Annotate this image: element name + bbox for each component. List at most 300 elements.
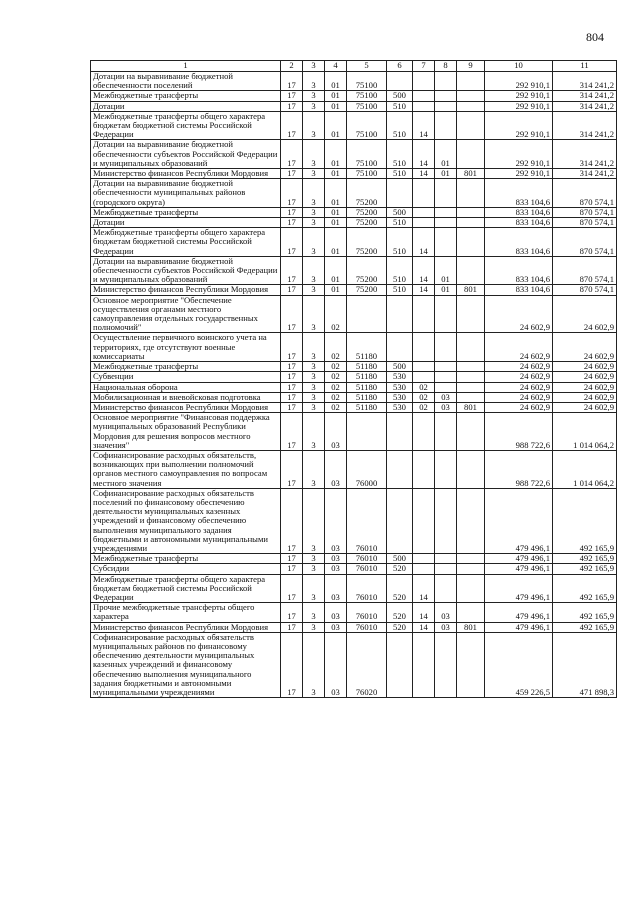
table-cell: 01 [435,285,457,295]
table-cell: 833 104,6 [485,285,553,295]
table-cell [457,140,485,169]
table-cell [435,91,457,101]
table-cell: 292 910,1 [485,169,553,179]
table-cell: 3 [303,450,325,488]
table-cell [413,372,435,382]
table-cell [387,632,413,697]
row-name-cell: Национальная оборона [91,382,281,392]
table-cell: 01 [325,72,347,91]
table-row [91,228,617,257]
table-row [91,574,617,603]
table-cell: 02 [325,392,347,402]
table-cell: 3 [303,91,325,101]
table-cell [457,632,485,697]
row-name-cell: Дотации [91,218,281,228]
table-cell: 01 [435,169,457,179]
table-cell: 314 241,2 [553,101,617,111]
table-cell [413,101,435,111]
table-cell: 03 [435,392,457,402]
table-cell: 314 241,2 [553,140,617,169]
row-name-cell: Министерство финансов Республики Мордовия [91,622,281,632]
table-cell: 02 [413,392,435,402]
table-cell [387,450,413,488]
table-cell: 75100 [347,169,387,179]
table-cell: 520 [387,622,413,632]
table-cell [457,333,485,362]
table-cell: 3 [303,140,325,169]
table-cell: 492 165,9 [553,554,617,564]
table-cell: 870 574,1 [553,228,617,257]
table-cell: 24 602,9 [553,382,617,392]
table-cell: 03 [325,564,347,574]
table-row [91,392,617,402]
table-cell: 02 [325,382,347,392]
table-cell: 314 241,2 [553,91,617,101]
table-cell: 492 165,9 [553,574,617,603]
table-row [91,256,617,285]
table-row [91,72,617,91]
table-cell: 02 [325,295,347,333]
table-cell: 3 [303,333,325,362]
row-name-cell: Прочие межбюджетные трансферты общего характера [91,603,281,622]
table-cell: 75200 [347,228,387,257]
table-row [91,91,617,101]
table-cell: 292 910,1 [485,91,553,101]
table-header-row [91,61,617,72]
table-cell: 17 [281,218,303,228]
table-cell: 3 [303,372,325,382]
column-header: 5 [347,61,387,72]
row-name-cell: Основное мероприятие "Финансовая поддержка муниципальных образований Республики Мордовия для решения вопросов местного значения" [91,413,281,451]
table-cell [347,295,387,333]
table-cell: 988 722,6 [485,450,553,488]
table-row [91,413,617,451]
table-cell: 801 [457,169,485,179]
table-cell: 01 [325,101,347,111]
table-cell: 520 [387,564,413,574]
table-cell: 3 [303,382,325,392]
table-cell: 51180 [347,392,387,402]
table-cell: 17 [281,603,303,622]
table-cell [387,72,413,91]
column-header: 6 [387,61,413,72]
table-cell [457,372,485,382]
table-cell: 17 [281,207,303,217]
row-name-cell: Межбюджетные трансферты [91,554,281,564]
table-cell [457,72,485,91]
table-cell: 3 [303,169,325,179]
table-cell: 75100 [347,72,387,91]
table-cell: 02 [413,382,435,392]
table-cell [413,72,435,91]
table-cell: 3 [303,101,325,111]
row-name-cell: Субвенции [91,372,281,382]
table-cell [435,101,457,111]
table-cell: 17 [281,372,303,382]
table-row [91,554,617,564]
table-cell: 479 496,1 [485,554,553,564]
table-cell: 03 [325,450,347,488]
table-row [91,372,617,382]
table-cell: 1 014 064,2 [553,413,617,451]
table-cell [413,179,435,208]
table-cell: 292 910,1 [485,101,553,111]
column-header: 2 [281,61,303,72]
table-cell: 17 [281,488,303,553]
budget-table [90,60,617,698]
table-cell: 14 [413,111,435,140]
table-cell: 02 [413,402,435,412]
table-cell: 17 [281,179,303,208]
row-name-cell: Межбюджетные трансферты общего характера бюджетам бюджетной системы Российской Федерации [91,111,281,140]
table-cell: 3 [303,111,325,140]
table-cell: 02 [325,402,347,412]
table-cell: 530 [387,372,413,382]
table-cell: 51180 [347,372,387,382]
table-cell [435,574,457,603]
table-cell [435,382,457,392]
table-cell: 833 104,6 [485,207,553,217]
table-cell [413,333,435,362]
table-cell: 01 [325,91,347,101]
table-cell: 17 [281,256,303,285]
row-name-cell: Софинансирование расходных обязательств, возникающих при выполнении полномочий органов местного самоуправления по вопросам местного значения [91,450,281,488]
table-cell: 01 [325,256,347,285]
table-cell: 870 574,1 [553,256,617,285]
table-cell: 3 [303,564,325,574]
table-cell: 17 [281,554,303,564]
table-cell: 500 [387,91,413,101]
table-cell: 479 496,1 [485,488,553,553]
table-cell [435,333,457,362]
table-cell: 51180 [347,382,387,392]
table-cell [457,179,485,208]
table-cell: 520 [387,603,413,622]
table-cell [413,91,435,101]
table-cell: 75100 [347,111,387,140]
table-cell: 03 [325,622,347,632]
table-cell: 3 [303,392,325,402]
table-cell: 3 [303,554,325,564]
table-cell [457,574,485,603]
table-cell [413,564,435,574]
row-name-cell: Министерство финансов Республики Мордовия [91,285,281,295]
column-header: 11 [553,61,617,72]
table-cell [387,179,413,208]
table-cell: 17 [281,333,303,362]
table-cell: 51180 [347,333,387,362]
table-cell: 500 [387,362,413,372]
table-cell: 3 [303,218,325,228]
table-cell: 801 [457,622,485,632]
row-name-cell: Софинансирование расходных обязательств муниципальных районов по финансовому обеспечению деятельности муниципальных казенных учреждений и финансовому обеспечению выполнения муниципального задания бюджетными и автономными муниципальными учреждениями [91,632,281,697]
table-cell: 51180 [347,362,387,372]
table-cell: 3 [303,295,325,333]
row-name-cell: Межбюджетные трансферты общего характера бюджетам бюджетной системы Российской Федерации [91,228,281,257]
table-cell: 479 496,1 [485,622,553,632]
table-cell: 17 [281,392,303,402]
table-cell [457,228,485,257]
table-cell: 3 [303,179,325,208]
table-cell: 3 [303,488,325,553]
table-cell: 75100 [347,91,387,101]
table-row [91,207,617,217]
table-cell: 24 602,9 [485,392,553,402]
table-cell: 51180 [347,402,387,412]
table-cell [413,554,435,564]
table-cell: 02 [325,333,347,362]
row-name-cell: Министерство финансов Республики Мордовия [91,169,281,179]
table-row [91,285,617,295]
table-cell: 24 602,9 [553,392,617,402]
table-row [91,218,617,228]
table-cell: 833 104,6 [485,179,553,208]
table-cell [387,295,413,333]
table-cell: 3 [303,362,325,372]
table-cell [457,413,485,451]
table-cell: 14 [413,169,435,179]
table-cell: 492 165,9 [553,603,617,622]
row-name-cell: Дотации [91,101,281,111]
table-cell: 801 [457,402,485,412]
table-cell [457,101,485,111]
table-row [91,101,617,111]
table-cell: 75100 [347,140,387,169]
table-cell: 3 [303,574,325,603]
table-row [91,564,617,574]
table-row [91,382,617,392]
table-cell: 292 910,1 [485,111,553,140]
table-cell: 510 [387,140,413,169]
table-cell [457,362,485,372]
table-cell: 01 [435,256,457,285]
table-cell: 17 [281,91,303,101]
table-cell: 492 165,9 [553,622,617,632]
table-row [91,450,617,488]
table-cell: 479 496,1 [485,603,553,622]
table-cell: 24 602,9 [553,333,617,362]
table-cell [457,488,485,553]
table-cell [435,111,457,140]
table-cell: 76010 [347,564,387,574]
column-header: 7 [413,61,435,72]
table-cell: 3 [303,285,325,295]
table-cell: 76010 [347,574,387,603]
table-cell: 01 [325,285,347,295]
table-cell [457,564,485,574]
table-cell [387,488,413,553]
table-cell: 01 [325,169,347,179]
table-cell: 459 226,5 [485,632,553,697]
table-cell: 17 [281,413,303,451]
table-cell: 24 602,9 [553,295,617,333]
table-cell: 314 241,2 [553,111,617,140]
table-cell [457,295,485,333]
table-cell: 833 104,6 [485,256,553,285]
table-cell: 24 602,9 [485,333,553,362]
table-cell: 510 [387,285,413,295]
row-name-cell: Осуществление первичного воинского учета на территориях, где отсутствуют военные комиссариаты [91,333,281,362]
table-cell: 01 [325,111,347,140]
table-cell: 14 [413,256,435,285]
table-row [91,295,617,333]
table-cell: 530 [387,392,413,402]
row-name-cell: Дотации на выравнивание бюджетной обеспеченности субъектов Российской Федерации и муниципальных образований [91,140,281,169]
table-cell: 3 [303,228,325,257]
table-cell [413,450,435,488]
table-row [91,402,617,412]
table-cell: 75200 [347,207,387,217]
table-cell: 17 [281,228,303,257]
table-cell: 17 [281,564,303,574]
table-cell: 02 [325,372,347,382]
table-cell: 01 [325,207,347,217]
row-name-cell: Дотации на выравнивание бюджетной обеспеченности субъектов Российской Федерации и муниципальных образований [91,256,281,285]
table-cell [435,554,457,564]
row-name-cell: Министерство финансов Республики Мордовия [91,402,281,412]
table-cell [435,372,457,382]
table-cell: 03 [325,603,347,622]
table-cell [457,382,485,392]
table-cell: 833 104,6 [485,218,553,228]
table-cell: 17 [281,574,303,603]
table-cell [457,603,485,622]
table-cell [435,179,457,208]
table-cell [413,207,435,217]
column-header: 3 [303,61,325,72]
table-cell: 3 [303,256,325,285]
row-name-cell: Дотации на выравнивание бюджетной обеспеченности поселений [91,72,281,91]
table-cell [435,488,457,553]
row-name-cell: Межбюджетные трансферты [91,91,281,101]
table-cell: 03 [435,603,457,622]
table-cell [457,91,485,101]
table-cell: 03 [325,632,347,697]
table-cell: 24 602,9 [553,372,617,382]
table-cell: 17 [281,101,303,111]
table-cell: 510 [387,111,413,140]
table-cell [413,295,435,333]
table-cell: 833 104,6 [485,228,553,257]
table-cell: 14 [413,285,435,295]
row-name-cell: Основное мероприятие "Обеспечение осуществления органами местного самоуправления отдельных государственных полномочий" [91,295,281,333]
table-cell: 01 [325,140,347,169]
table-cell [457,256,485,285]
table-cell: 17 [281,382,303,392]
table-cell [435,207,457,217]
table-cell: 75200 [347,179,387,208]
table-cell: 76020 [347,632,387,697]
table-cell: 3 [303,603,325,622]
table-cell: 76010 [347,488,387,553]
table-cell: 479 496,1 [485,574,553,603]
table-cell: 500 [387,207,413,217]
table-cell [387,333,413,362]
table-cell: 870 574,1 [553,207,617,217]
table-cell [435,450,457,488]
table-cell [435,228,457,257]
table-cell: 24 602,9 [485,382,553,392]
table-cell: 76000 [347,450,387,488]
row-name-cell: Мобилизационная и вневойсковая подготовка [91,392,281,402]
table-cell: 471 898,3 [553,632,617,697]
table-cell: 479 496,1 [485,564,553,574]
table-cell: 76010 [347,554,387,564]
table-cell [435,218,457,228]
table-cell: 03 [325,574,347,603]
table-row [91,488,617,553]
table-cell: 76010 [347,603,387,622]
table-cell [457,218,485,228]
table-cell: 870 574,1 [553,218,617,228]
table-cell: 870 574,1 [553,179,617,208]
table-cell: 14 [413,574,435,603]
row-name-cell: Софинансирование расходных обязательств поселений по финансовому обеспечению деятельности муниципальных казенных учреждений и финансовому обеспечению выполнения муниципального задания бюджетными и автономными муниципальными учреждениями [91,488,281,553]
column-header: 1 [91,61,281,72]
column-header: 10 [485,61,553,72]
row-name-cell: Межбюджетные трансферты [91,207,281,217]
row-name-cell: Межбюджетные трансферты общего характера бюджетам бюджетной системы Российской Федерации [91,574,281,603]
table-cell: 3 [303,632,325,697]
table-cell: 492 165,9 [553,564,617,574]
table-cell [457,111,485,140]
table-cell: 500 [387,554,413,564]
column-header: 4 [325,61,347,72]
table-cell [413,632,435,697]
table-cell: 03 [325,488,347,553]
table-cell [435,72,457,91]
table-cell: 24 602,9 [485,402,553,412]
table-cell: 03 [325,413,347,451]
table-row [91,111,617,140]
table-cell: 3 [303,622,325,632]
row-name-cell: Дотации на выравнивание бюджетной обеспеченности муниципальных районов (городского округа) [91,179,281,208]
table-cell: 14 [413,622,435,632]
table-cell: 03 [435,402,457,412]
table-row [91,632,617,697]
table-row [91,622,617,632]
table-cell [435,413,457,451]
table-cell: 510 [387,228,413,257]
table-cell: 17 [281,402,303,412]
table-cell: 510 [387,169,413,179]
table-cell: 510 [387,218,413,228]
table-row [91,179,617,208]
table-cell: 3 [303,72,325,91]
table-cell: 510 [387,256,413,285]
table-cell: 17 [281,632,303,697]
column-header: 9 [457,61,485,72]
table-cell: 17 [281,111,303,140]
table-cell: 17 [281,622,303,632]
table-cell: 510 [387,101,413,111]
table-row [91,362,617,372]
table-cell: 17 [281,169,303,179]
page-number: 804 [586,30,604,44]
table-cell: 01 [325,218,347,228]
table-cell: 17 [281,140,303,169]
table-cell: 01 [435,140,457,169]
table-cell: 76010 [347,622,387,632]
table-cell [387,413,413,451]
table-cell: 24 602,9 [485,372,553,382]
table-cell: 24 602,9 [553,402,617,412]
table-cell: 292 910,1 [485,72,553,91]
table-cell [435,632,457,697]
table-cell: 24 602,9 [553,362,617,372]
table-row [91,333,617,362]
table-cell [457,392,485,402]
